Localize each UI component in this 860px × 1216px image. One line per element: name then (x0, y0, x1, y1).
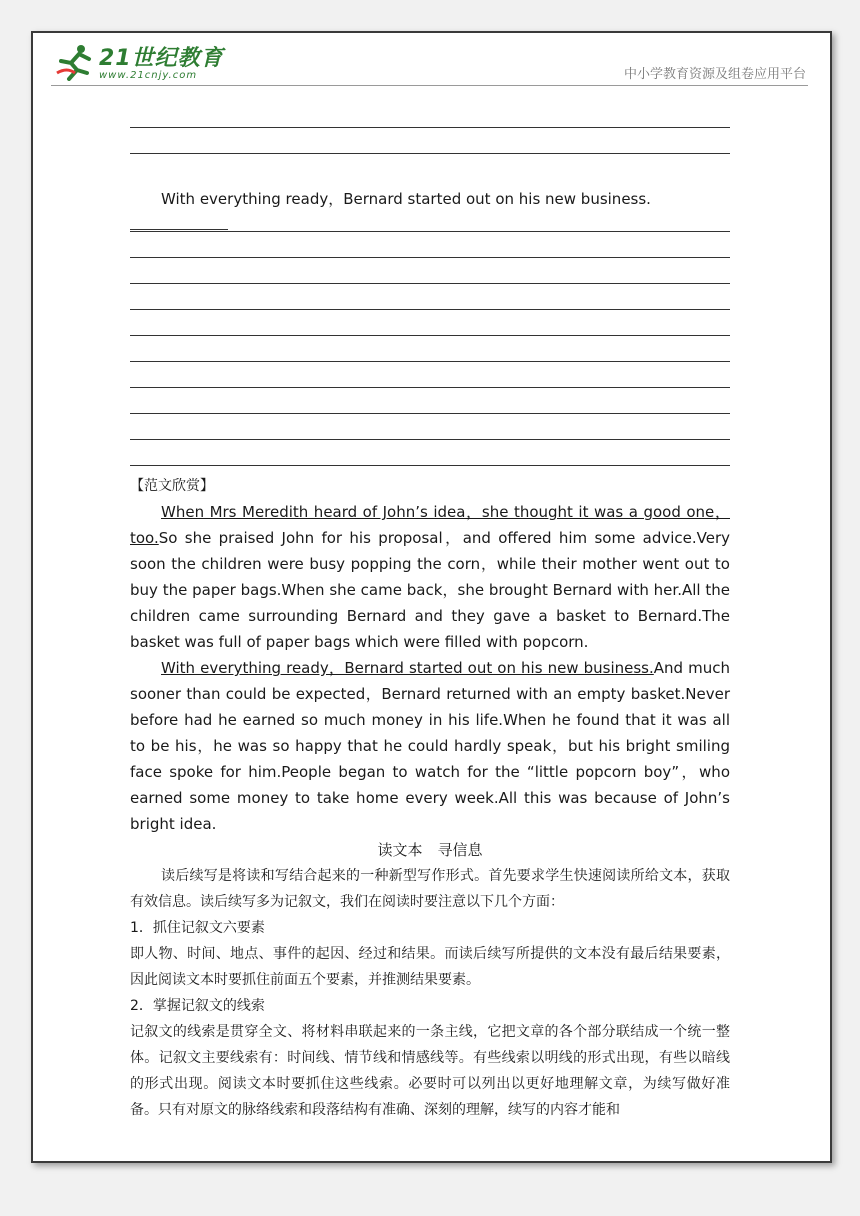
point-1-body: 即人物、时间、地点、事件的起因、经过和结果。而读后续写所提供的文本没有最后结果要素，因此阅读文本时要抓住前面五个要素，并推测结果要素。 (130, 946, 730, 988)
underlined-opening: When Mrs Meredith heard of John’s idea，she thought it was a good one， (161, 503, 730, 521)
logo (55, 41, 235, 83)
platform-tagline: 中小学教育资源及组卷应用平台 (623, 67, 806, 82)
runner-logo-icon (55, 43, 97, 81)
brand-url: www.21cnjy.com (99, 70, 198, 81)
header-divider (51, 85, 808, 86)
underlined-opening: With everything ready，Bernard started out on his new business. (161, 659, 654, 677)
writing-line (130, 361, 730, 362)
writing-line (130, 257, 730, 258)
writing-line (130, 387, 730, 388)
paragraph-body: So she praised John for his proposal，and offered him some advice.Very soon the children were busy popping the corn，while their mother went out to buy the paper bags.When she came back，she brought Bernard with her.All the children came surrounding Bernard and they gave a basket to Bernard.The basket was full of paper bags which were filled with popcorn. (130, 529, 730, 651)
writing-line (130, 153, 730, 154)
writing-line (130, 465, 730, 466)
sample-essay (130, 473, 730, 1123)
brand-name: 21世纪教育 (99, 46, 224, 71)
paragraph-body: And much sooner than could be expected，Bernard returned with an empty basket.Never before had he earned so much money in his life.When he found that it was all to be his，he was so happy that he could hardly speak，but his bright smiling face spoke for him.People began to watch for the “little popcorn boy”，who earned some money to take home every week.All this was because of John’s bright idea. (130, 659, 730, 833)
writing-line (130, 335, 730, 336)
point-2-title: 2．掌握记叙文的线索 (130, 998, 265, 1014)
section-intro: 读后续写是将读和写结合起来的一种新型写作形式。首先要求学生快速阅读所给文本，获取有效信息。读后续写多为记叙文，我们在阅读时要注意以下几个方面： (130, 868, 730, 910)
section-title: 读文本 寻信息 (377, 841, 483, 859)
sample-heading: 【范文欣赏】 (130, 478, 214, 494)
writing-line (130, 309, 730, 310)
writing-line (130, 127, 730, 128)
sample-paragraph-1 (130, 499, 730, 655)
writing-line (130, 283, 730, 284)
sample-paragraph-2 (130, 655, 730, 837)
prompt-sentence: With everything ready，Bernard started out on his new business. (161, 190, 651, 208)
writing-line (130, 439, 730, 440)
writing-line (130, 231, 730, 232)
document-page (31, 31, 832, 1163)
prompt-blank[interactable] (130, 213, 228, 230)
point-1-title: 1．抓住记叙文六要素 (130, 920, 265, 936)
underlined-opening-end: too. (130, 529, 159, 547)
point-2-body: 记叙文的线索是贯穿全文、将材料串联起来的一条主线，它把文章的各个部分联结成一个统一整体。记叙文主要线索有：时间线、情节线和情感线等。有些线索以明线的形式出现，有些以暗线的形式出现。阅读文本时要抓住这些线索。必要时可以列出以更好地理解文章，为续写做好准备。只有对原文的脉络线索和段落结构有准确、深刻的理解，续写的内容才能和 (130, 1024, 730, 1118)
writing-line (130, 413, 730, 414)
